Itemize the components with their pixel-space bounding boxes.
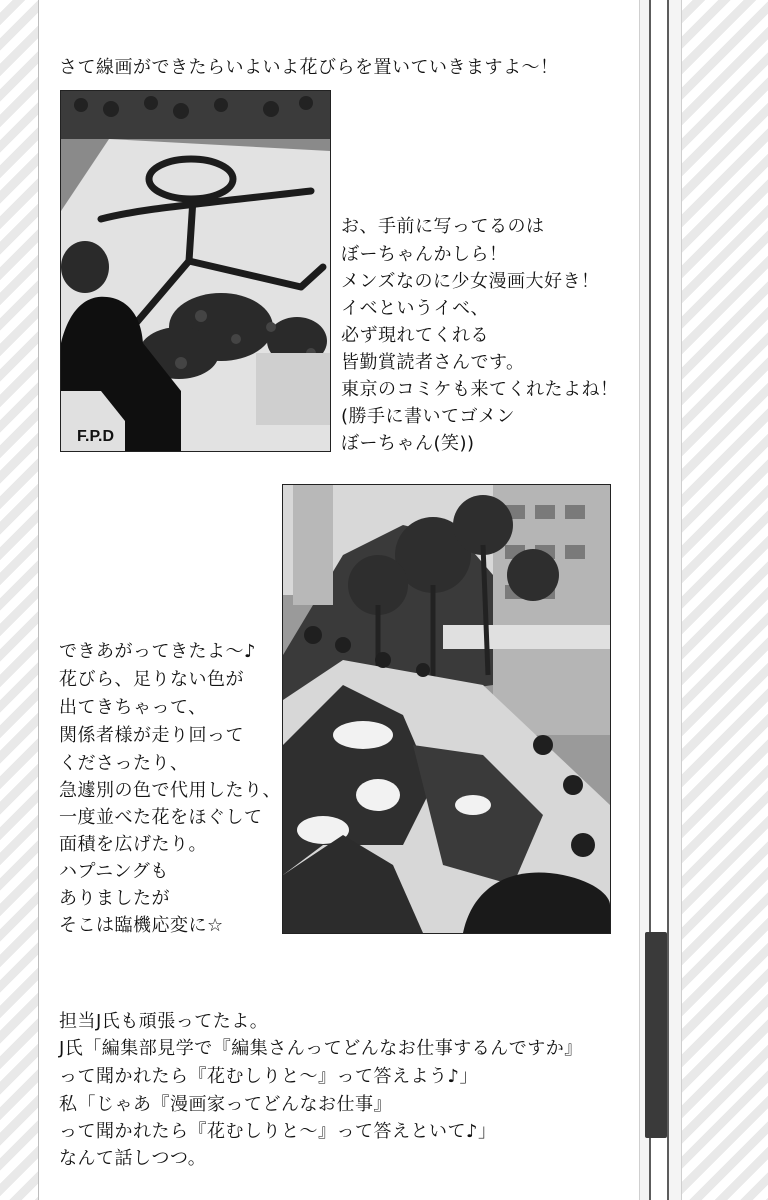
scrollbar[interactable] (639, 0, 682, 1200)
text-line: 関係者様が走り回って (59, 725, 244, 746)
text-line: くださったり、 (59, 753, 189, 774)
text-line: (勝手に書いてゴメン (341, 406, 516, 427)
text-line: 皆勤賞読者さんです。 (341, 352, 525, 373)
text-line: 出てきちゃって、 (59, 697, 207, 718)
photo-flower-carpet-line-drawing (60, 90, 331, 452)
text-line: 花びら、足りない色が (59, 669, 244, 690)
manga-page (38, 0, 639, 1200)
text-line: 一度並べた花をほぐして (59, 807, 263, 828)
text-line: 私「じゃあ『漫画家ってどんなお仕事』 (59, 1094, 392, 1115)
text-line: って聞かれたら『花むしりと～』って答えといて♪」 (59, 1121, 497, 1142)
text-line: なんて話しつつ。 (59, 1148, 207, 1169)
text-line: ありましたが (59, 888, 170, 909)
text-line: 東京のコミケも来てくれたよね！ (341, 379, 619, 400)
striped-margin-right (680, 0, 768, 1200)
text-line: ハプニングも (59, 861, 169, 882)
striped-margin-left (0, 0, 38, 1200)
text-line: メンズなのに少女漫画大好き！ (341, 271, 600, 292)
text-line: 面積を広げたり。 (59, 834, 207, 855)
text-line: そこは臨機応変に☆ (59, 915, 224, 936)
text-line: 必ず現れてくれる (341, 325, 489, 346)
photo-flower-carpet-street (282, 484, 611, 934)
text-line: J氏「編集部見学で『編集さんってどんなお仕事するんですか』 (59, 1038, 583, 1059)
text-line: ぼーちゃん(笑)) (341, 433, 475, 454)
text-line: 担当J氏も頑張ってたよ。 (59, 1011, 269, 1032)
photo-shirt-print: F.P.D (77, 428, 115, 445)
text-line: できあがってきたよ～♪ (59, 641, 256, 662)
text-line: お、手前に写ってるのは (341, 216, 545, 237)
text-line: 急遽別の色で代用したり、 (59, 780, 281, 801)
text-line: ぼーちゃんかしら！ (341, 244, 508, 265)
text-line: って聞かれたら『花むしりと～』って答えよう♪」 (59, 1066, 478, 1087)
text-line: イベというイベ、 (341, 298, 489, 319)
scrollbar-thumb[interactable] (645, 932, 667, 1138)
intro-text: さて線画ができたらいよいよ花びらを置いていきますよ～！ (59, 57, 559, 78)
